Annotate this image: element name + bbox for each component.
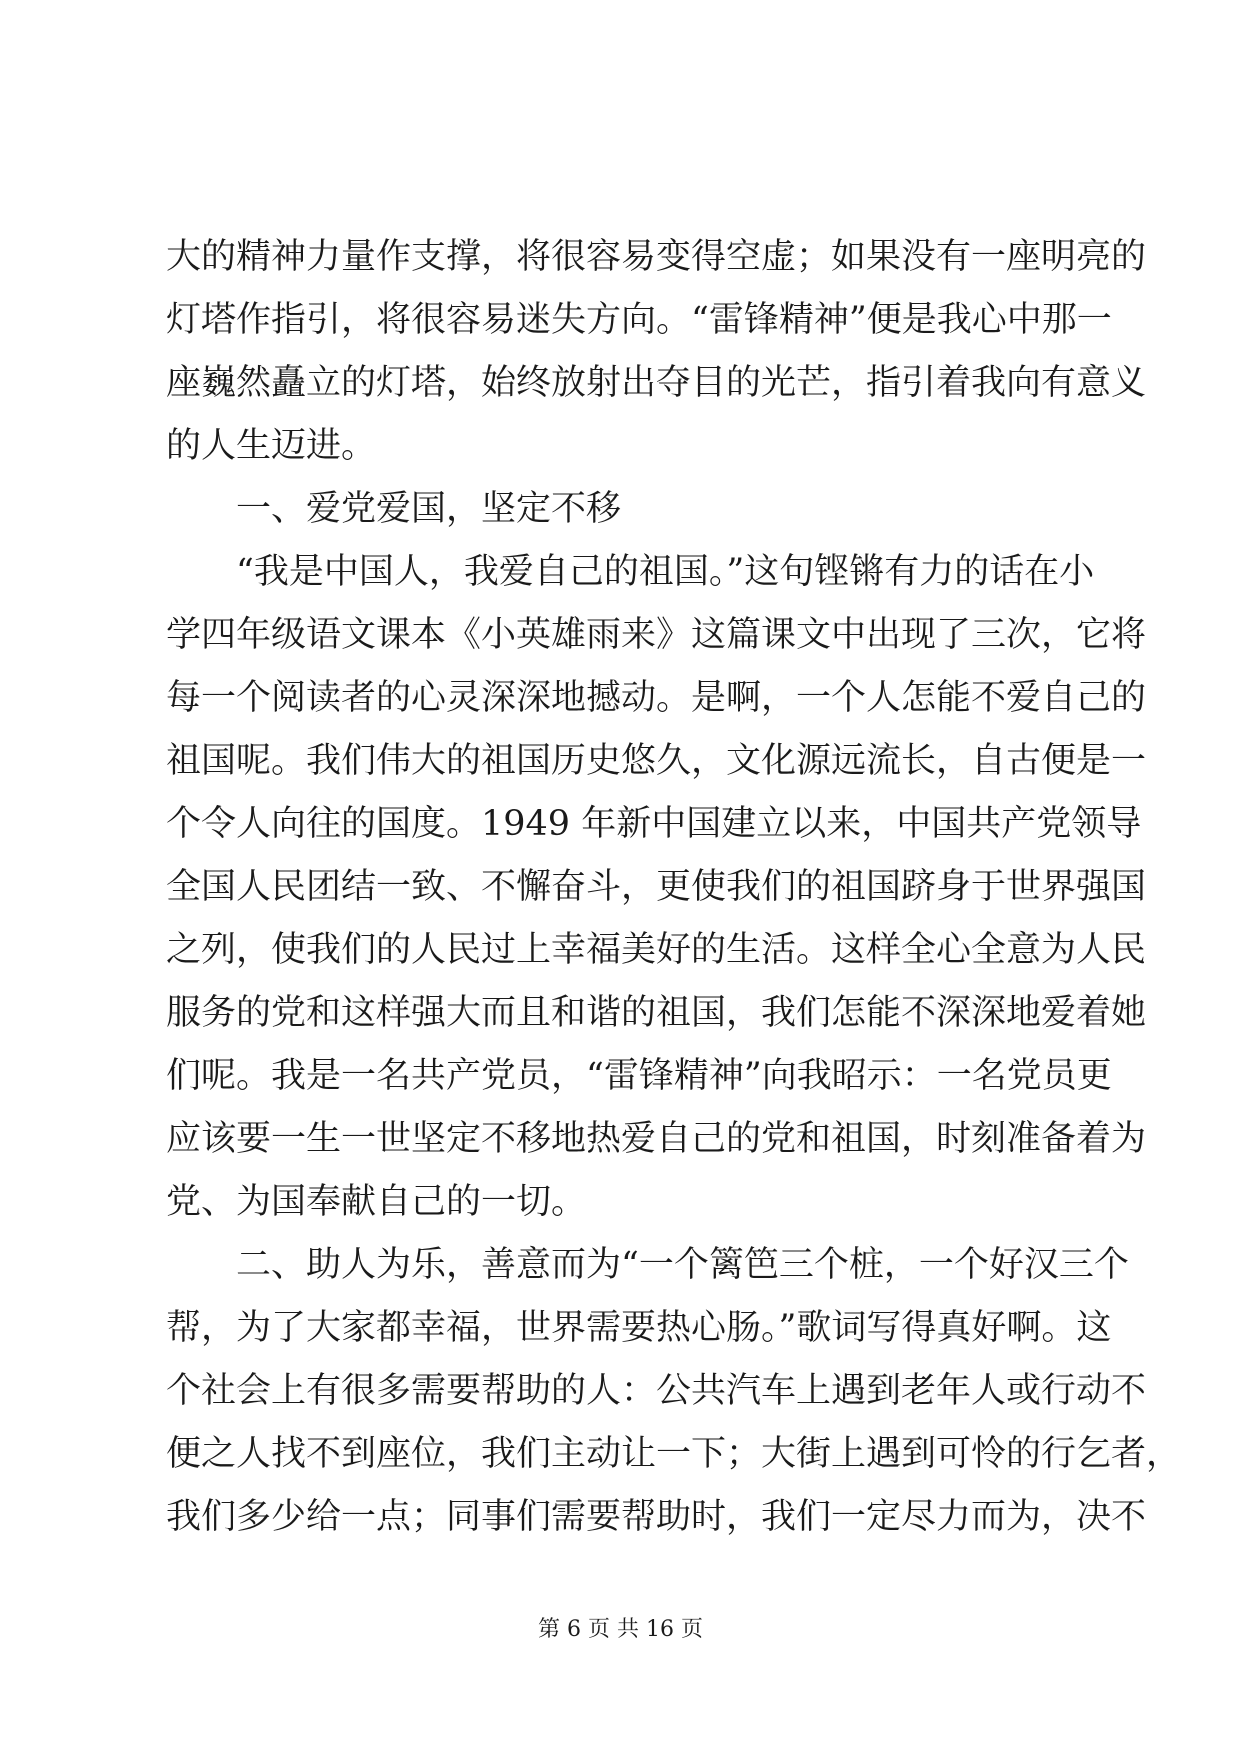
body-text: [166, 226, 1182, 1549]
text-line: 的人生迈进。: [166, 426, 377, 466]
text-line: 们呢。我是一名共产党员，“雷锋精神”向我昭示：一名党员更: [166, 1056, 1112, 1096]
text-line: 党、为国奉献自己的一切。: [166, 1182, 587, 1222]
heading-line: 一、爱党爱国，坚定不移: [236, 489, 622, 529]
paragraph-patriotism: [166, 541, 1147, 1234]
paragraph-helping-others: [166, 1234, 1182, 1549]
text-line: “我是中国人，我爱自己的祖国。”这句铿锵有力的话在小: [236, 552, 1095, 592]
text-line: 应该要一生一世坚定不移地热爱自己的党和祖国，时刻准备着为: [166, 1119, 1147, 1159]
text-line: 灯塔作指引，将很容易迷失方向。“雷锋精神”便是我心中那一: [166, 300, 1112, 340]
text-line: 个社会上有很多需要帮助的人：公共汽车上遇到老年人或行动不: [166, 1371, 1147, 1411]
text-line: 座巍然矗立的灯塔，始终放射出夺目的光芒，指引着我向有意义: [166, 363, 1147, 403]
text-line: 帮，为了大家都幸福，世界需要热心肠。”歌词写得真好啊。这: [166, 1308, 1112, 1348]
text-line: 大的精神力量作支撑，将很容易变得空虚；如果没有一座明亮的: [166, 237, 1147, 277]
page-number-label: 第 6 页 共 16 页: [538, 1617, 703, 1642]
text-line: 便之人找不到座位，我们主动让一下；大街上遇到可怜的行乞者，: [166, 1434, 1182, 1474]
text-line: 服务的党和这样强大而且和谐的祖国，我们怎能不深深地爱着她: [166, 993, 1147, 1033]
text-line: 每一个阅读者的心灵深深地撼动。是啊，一个人怎能不爱自己的: [166, 678, 1147, 718]
paragraph-continuation: [166, 226, 1147, 478]
section-heading-1: [166, 478, 1086, 541]
text-line: 学四年级语文课本《小英雄雨来》这篇课文中出现了三次，它将: [166, 615, 1147, 655]
text-line: 二、助人为乐，善意而为“一个篱笆三个桩，一个好汉三个: [236, 1245, 1129, 1285]
text-line: 之列，使我们的人民过上幸福美好的生活。这样全心全意为人民: [166, 930, 1147, 970]
text-line: 祖国呢。我们伟大的祖国历史悠久，文化源远流长，自古便是一: [166, 741, 1147, 781]
text-line: 全国人民团结一致、不懈奋斗，更使我们的祖国跻身于世界强国: [166, 867, 1147, 907]
text-line: 我们多少给一点；同事们需要帮助时，我们一定尽力而为，决不: [166, 1497, 1147, 1537]
page-footer: [0, 1612, 1241, 1643]
text-line: 个令人向往的国度。1949 年新中国建立以来，中国共产党领导: [166, 804, 1142, 844]
